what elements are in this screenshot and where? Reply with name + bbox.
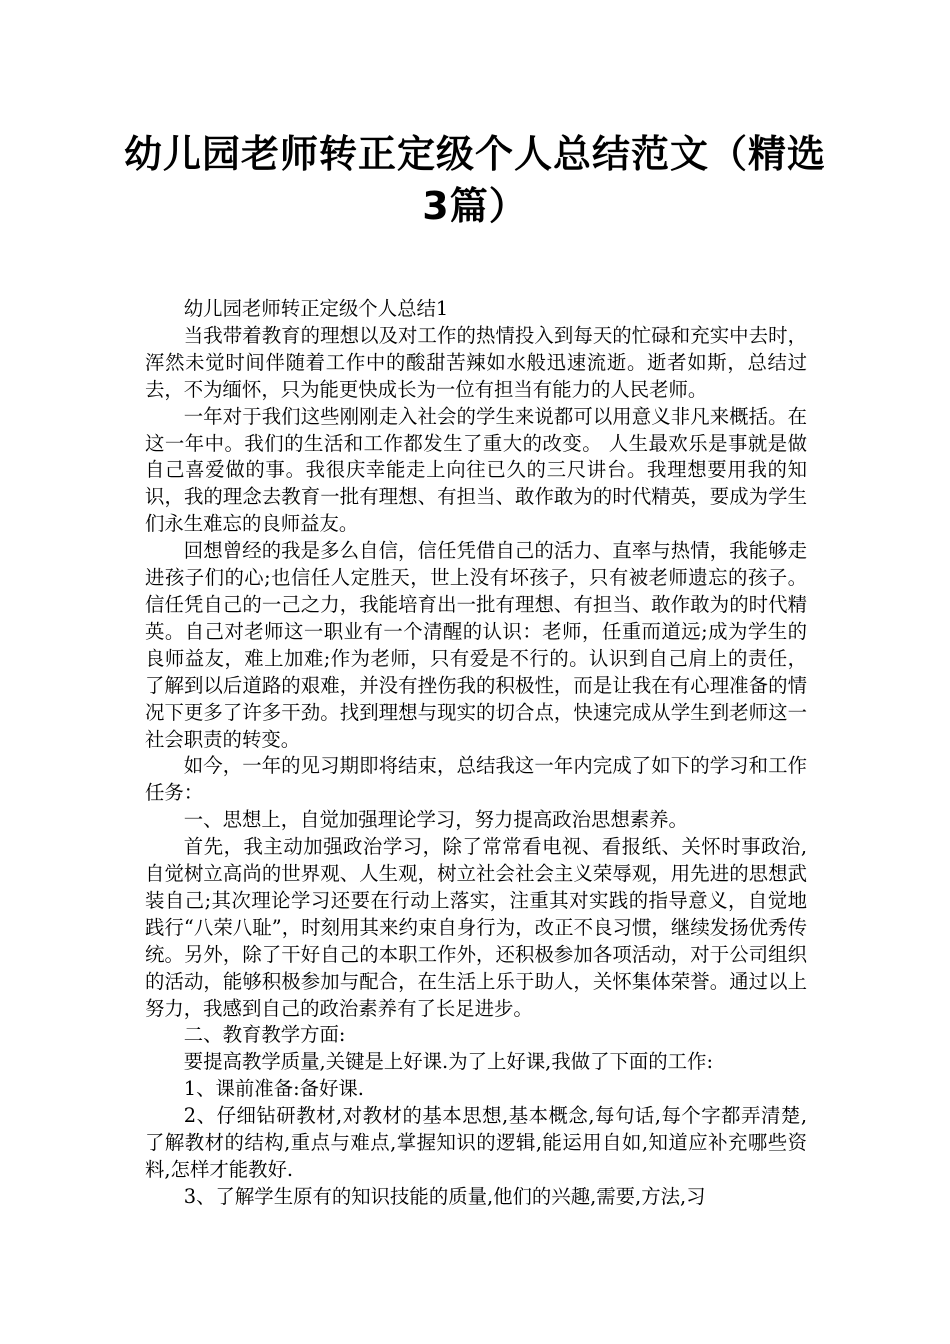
document-body bbox=[145, 296, 807, 1211]
subheading: 一、思想上，自觉加强理论学习，努力提高政治思想素养。 bbox=[183, 808, 688, 832]
list-item: 2、仔细钻研教材,对教材的基本思想,基本概念,每句话,每个字都弄清楚,了解教材的结构,重点与难点,掌握知识的逻辑,能运用自如,知道应补充哪些资料,怎样才能教好. bbox=[145, 1104, 807, 1181]
paragraph: 当我带着教育的理想以及对工作的热情投入到每天的忙碌和充实中去时，浑然未觉时间伴随着工作中的酸甜苦辣如水般迅速流逝。逝者如斯，总结过去，不为缅怀，只为能更快成长为一位有担当有能力的人民老师。 bbox=[145, 323, 807, 401]
paragraph: 如今，一年的见习期即将结束，总结我这一年内完成了如下的学习和工作任务： bbox=[145, 754, 807, 805]
paragraph: 要提高教学质量,关键是上好课.为了上好课,我做了下面的工作: bbox=[183, 1050, 713, 1074]
list-item: 1、课前准备:备好课. bbox=[183, 1077, 364, 1101]
document-title: 幼儿园老师转正定级个人总结范文（精选3篇） bbox=[123, 132, 826, 228]
paragraph: 一年对于我们这些刚刚走入社会的学生来说都可以用意义非凡来概括。在这一年中。我们的生活和工作都发生了重大的改变。 人生最欢乐是事就是做自己喜爱做的事。我很庆幸能走上向往已久的三尺讲台。我理想要用我的知识，我的理念去教育一批有理想、有担当、敢作敢为的时代精英，要成为学生们永生难忘的良师益友。 bbox=[145, 404, 807, 536]
paragraph: 回想曾经的我是多么自信，信任凭借自己的活力、直率与热情，我能够走进孩子们的心;也信任人定胜天，世上没有坏孩子，只有被老师遗忘的孩子。信任凭自己的一己之力，我能培育出一批有理想、有担当、敢作敢为的时代精英。自己对老师这一职业有一个清醒的认识：老师，任重而道远;成为学生的良师益友，难上加难;作为老师，只有爱是不行的。认识到自己肩上的责任，了解到以后道路的艰难，并没有挫伤我的积极性，而是让我在有心理准备的情况下更多了许多干劲。找到理想与现实的切合点，快速完成从学生到老师这一社会职责的转变。 bbox=[145, 539, 807, 751]
paragraph: 首先，我主动加强政治学习，除了常常看电视、看报纸、关怀时事政治,自觉树立高尚的世界观、人生观，树立社会社会主义荣辱观，用先进的思想武装自己;其次理论学习还要在行动上落实，注重其对实践的指导意义，自觉地践行“八荣八耻”，时刻用其来约束自身行为，改正不良习惯，继续发扬优秀传统。另外，除了干好自己的本职工作外，还积极参加各项活动，对于公司组织的活动，能够积极参加与配合，在生活上乐于助人，关怀集体荣誉。通过以上努力，我感到自己的政治素养有了长足进步。 bbox=[145, 835, 807, 1020]
section-heading: 幼儿园老师转正定级个人总结1 bbox=[183, 297, 449, 320]
list-item: 3、了解学生原有的知识技能的质量,他们的兴趣,需要,方法,习 bbox=[183, 1184, 706, 1208]
subheading: 二、教育教学方面: bbox=[183, 1023, 346, 1047]
